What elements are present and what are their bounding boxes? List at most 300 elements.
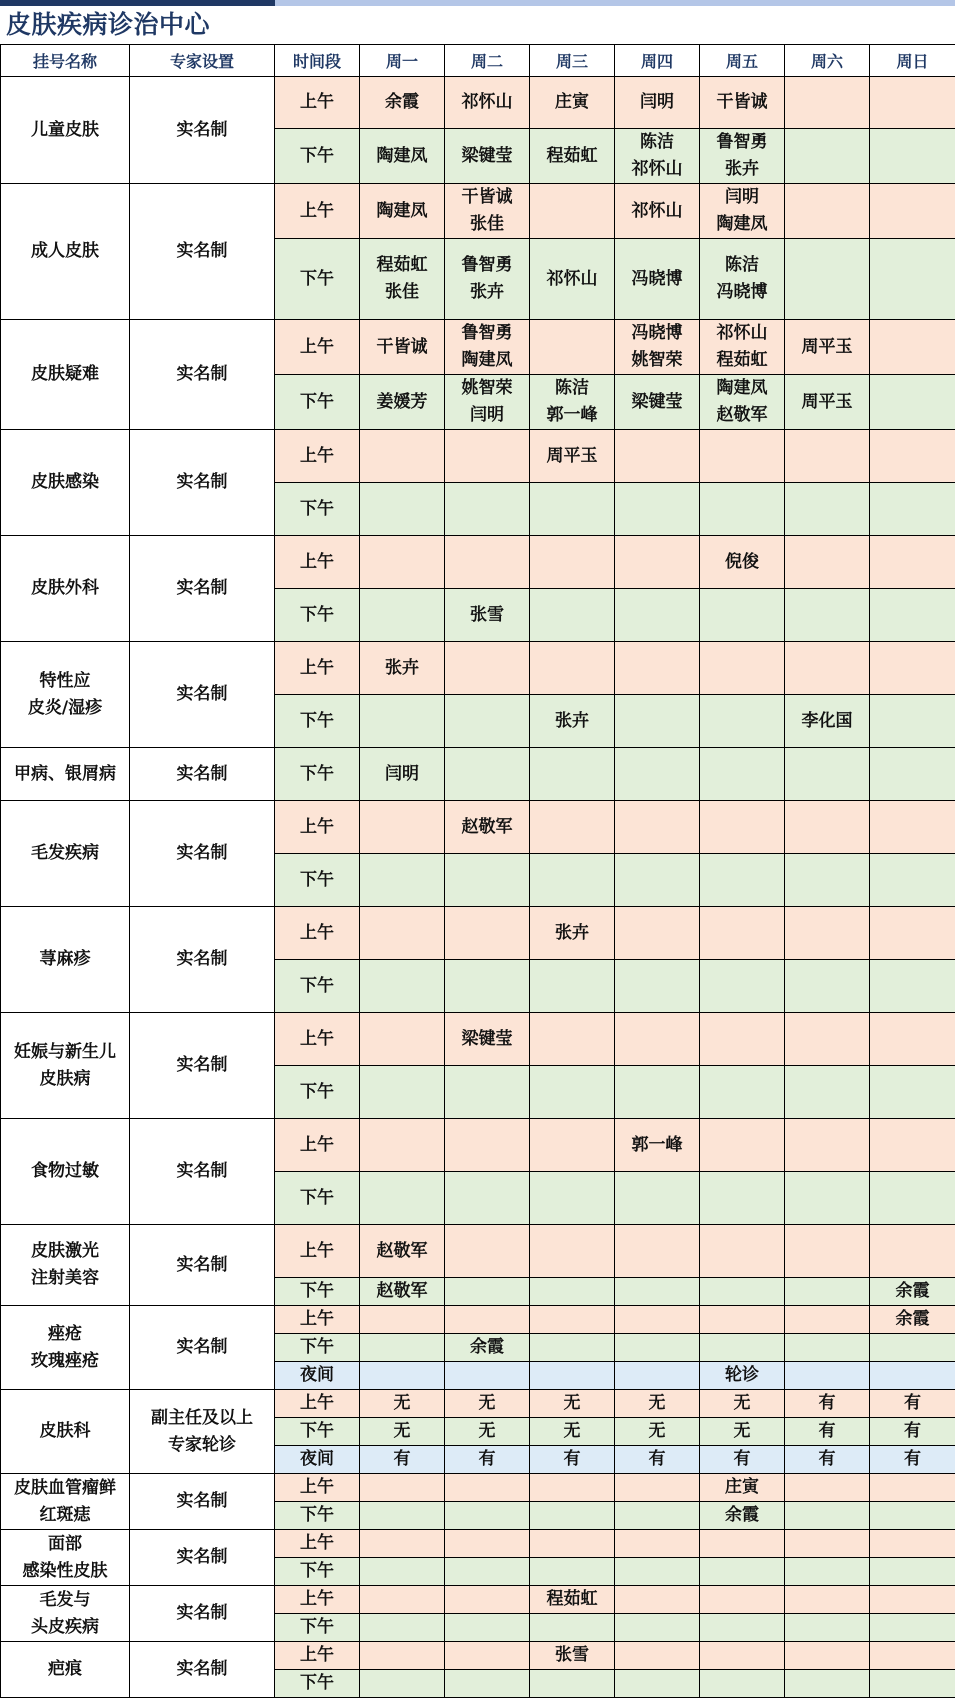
doctor-name: 祁怀山 xyxy=(445,89,529,116)
doctor-cell xyxy=(530,748,615,801)
doctor-cell xyxy=(615,129,700,184)
doctor-cell xyxy=(445,536,530,589)
time-period-cell: 下午 xyxy=(275,375,360,430)
doctor-cell xyxy=(530,695,615,748)
expert-setting-cell xyxy=(130,536,275,642)
doctor-name: 鲁智勇 xyxy=(445,320,529,347)
doctor-cell xyxy=(700,430,785,483)
schedule-row xyxy=(1,1306,955,1334)
doctor-name: 倪俊 xyxy=(700,549,784,576)
doctor-name: 余霞 xyxy=(360,89,444,116)
doctor-cell xyxy=(530,483,615,536)
doctor-name: 周平玉 xyxy=(785,334,869,361)
doctor-name: 赵敬军 xyxy=(360,1238,444,1265)
doctor-cell xyxy=(785,907,870,960)
clinic-name-line: 食物过敏 xyxy=(1,1158,129,1185)
schedule-body xyxy=(1,77,955,1698)
doctor-name: 陈洁 xyxy=(530,375,614,402)
col-header-mon: 周一 xyxy=(360,45,445,77)
expert-setting-line: 实名制 xyxy=(130,946,274,973)
doctor-name: 余霞 xyxy=(870,1306,955,1333)
doctor-cell xyxy=(360,375,445,430)
doctor-cell xyxy=(700,129,785,184)
doctor-cell xyxy=(530,1530,615,1558)
time-period-cell: 下午 xyxy=(275,1558,360,1586)
doctor-cell xyxy=(530,1225,615,1278)
doctor-name: 陶建凤 xyxy=(445,347,529,374)
doctor-cell xyxy=(615,536,700,589)
doctor-name: 有 xyxy=(700,1446,784,1473)
doctor-name: 姚智荣 xyxy=(615,347,699,374)
doctor-cell xyxy=(445,129,530,184)
doctor-cell xyxy=(870,184,955,239)
doctor-name: 庄寅 xyxy=(700,1474,784,1501)
doctor-cell xyxy=(700,642,785,695)
expert-setting-line: 实名制 xyxy=(130,1334,274,1361)
clinic-name-line: 皮肤疑难 xyxy=(1,361,129,388)
doctor-cell xyxy=(445,1418,530,1446)
doctor-name: 鲁智勇 xyxy=(445,252,529,279)
doctor-cell xyxy=(615,1334,700,1362)
doctor-name: 陶建凤 xyxy=(360,198,444,225)
doctor-cell xyxy=(700,748,785,801)
clinic-name-line: 痤疮 xyxy=(1,1321,129,1348)
doctor-cell xyxy=(615,320,700,375)
doctor-cell xyxy=(785,1502,870,1530)
doctor-name: 无 xyxy=(615,1390,699,1417)
time-period-cell: 上午 xyxy=(275,1474,360,1502)
time-period-cell: 下午 xyxy=(275,589,360,642)
doctor-cell xyxy=(870,801,955,854)
doctor-cell xyxy=(445,375,530,430)
time-period-cell: 上午 xyxy=(275,1119,360,1172)
doctor-cell xyxy=(360,1066,445,1119)
schedule-row xyxy=(1,907,955,960)
doctor-name: 张卉 xyxy=(530,920,614,947)
doctor-cell xyxy=(530,77,615,129)
expert-setting-line: 实名制 xyxy=(130,1656,274,1683)
doctor-cell xyxy=(360,854,445,907)
time-period-cell: 上午 xyxy=(275,77,360,129)
doctor-cell xyxy=(445,1670,530,1698)
time-period-cell: 上午 xyxy=(275,430,360,483)
doctor-cell xyxy=(785,1362,870,1390)
doctor-cell xyxy=(530,375,615,430)
doctor-cell xyxy=(445,642,530,695)
time-period-cell: 上午 xyxy=(275,536,360,589)
doctor-cell xyxy=(530,907,615,960)
doctor-cell xyxy=(700,1418,785,1446)
expert-setting-line: 实名制 xyxy=(130,1488,274,1515)
doctor-name: 程茹虹 xyxy=(360,252,444,279)
schedule-row xyxy=(1,1119,955,1172)
doctor-name: 余霞 xyxy=(445,1334,529,1361)
doctor-name: 无 xyxy=(700,1418,784,1445)
doctor-cell xyxy=(870,642,955,695)
clinic-name-line: 皮炎/湿疹 xyxy=(1,695,129,722)
doctor-name: 余霞 xyxy=(870,1278,955,1305)
doctor-cell xyxy=(700,854,785,907)
doctor-cell xyxy=(785,1306,870,1334)
doctor-cell xyxy=(785,1558,870,1586)
clinic-name-cell xyxy=(1,1306,130,1390)
doctor-name: 闫明 xyxy=(615,89,699,116)
doctor-name: 陶建凤 xyxy=(360,143,444,170)
doctor-name: 有 xyxy=(870,1390,955,1417)
clinic-name-line: 疤痕 xyxy=(1,1656,129,1683)
doctor-cell xyxy=(785,1530,870,1558)
doctor-name: 无 xyxy=(530,1390,614,1417)
doctor-cell xyxy=(530,1306,615,1334)
doctor-cell xyxy=(785,695,870,748)
doctor-cell xyxy=(615,589,700,642)
doctor-cell xyxy=(870,1670,955,1698)
doctor-cell xyxy=(530,642,615,695)
time-period-cell: 上午 xyxy=(275,1306,360,1334)
doctor-cell xyxy=(615,1362,700,1390)
doctor-name: 梁键莹 xyxy=(445,1026,529,1053)
doctor-cell xyxy=(870,77,955,129)
top-accent-light xyxy=(275,0,955,6)
doctor-name: 赵敬军 xyxy=(700,402,784,429)
doctor-cell xyxy=(615,854,700,907)
doctor-cell xyxy=(445,1119,530,1172)
doctor-cell xyxy=(870,1172,955,1225)
doctor-cell xyxy=(700,1334,785,1362)
doctor-name: 无 xyxy=(445,1390,529,1417)
schedule-row xyxy=(1,1586,955,1614)
doctor-cell xyxy=(785,1225,870,1278)
doctor-cell xyxy=(360,77,445,129)
col-header-name: 挂号名称 xyxy=(1,45,130,77)
doctor-name: 无 xyxy=(360,1418,444,1445)
page-title: 皮肤疾病诊治中心 xyxy=(6,7,210,43)
doctor-cell xyxy=(360,1530,445,1558)
time-period-cell: 上午 xyxy=(275,184,360,239)
schedule-row xyxy=(1,801,955,854)
doctor-name: 有 xyxy=(785,1418,869,1445)
time-period-cell: 夜间 xyxy=(275,1362,360,1390)
doctor-cell xyxy=(445,1306,530,1334)
doctor-cell xyxy=(360,1306,445,1334)
schedule-row xyxy=(1,1390,955,1418)
expert-setting-line: 副主任及以上 xyxy=(130,1405,274,1432)
clinic-name-cell xyxy=(1,184,130,320)
schedule-row xyxy=(1,320,955,375)
time-period-cell: 上午 xyxy=(275,1642,360,1670)
time-period-cell: 下午 xyxy=(275,1614,360,1642)
doctor-cell xyxy=(360,1390,445,1418)
doctor-name: 庄寅 xyxy=(530,89,614,116)
clinic-name-line: 荨麻疹 xyxy=(1,946,129,973)
expert-setting-line: 实名制 xyxy=(130,1544,274,1571)
col-header-tue: 周二 xyxy=(445,45,530,77)
doctor-name: 周平玉 xyxy=(530,443,614,470)
doctor-cell xyxy=(785,1670,870,1698)
doctor-cell xyxy=(615,1586,700,1614)
expert-setting-cell xyxy=(130,320,275,430)
col-header-sun: 周日 xyxy=(870,45,955,77)
schedule-row xyxy=(1,184,955,239)
doctor-cell xyxy=(445,1558,530,1586)
doctor-cell xyxy=(700,375,785,430)
doctor-cell xyxy=(700,801,785,854)
doctor-cell xyxy=(445,1642,530,1670)
doctor-cell xyxy=(445,854,530,907)
doctor-cell xyxy=(785,642,870,695)
doctor-cell xyxy=(445,320,530,375)
doctor-cell xyxy=(870,375,955,430)
doctor-cell xyxy=(870,748,955,801)
doctor-cell xyxy=(700,1558,785,1586)
doctor-cell xyxy=(615,1278,700,1306)
time-period-cell: 上午 xyxy=(275,801,360,854)
doctor-cell xyxy=(785,1446,870,1474)
doctor-cell xyxy=(360,1502,445,1530)
time-period-cell: 下午 xyxy=(275,1418,360,1446)
expert-setting-line: 实名制 xyxy=(130,1600,274,1627)
doctor-name: 冯晓博 xyxy=(615,320,699,347)
clinic-name-line: 毛发疾病 xyxy=(1,840,129,867)
doctor-cell xyxy=(445,1278,530,1306)
expert-setting-cell xyxy=(130,1390,275,1474)
doctor-cell xyxy=(785,1334,870,1362)
doctor-name: 陈洁 xyxy=(615,129,699,156)
doctor-cell xyxy=(785,375,870,430)
time-period-cell: 上午 xyxy=(275,1013,360,1066)
doctor-name: 有 xyxy=(360,1446,444,1473)
expert-setting-cell xyxy=(130,184,275,320)
expert-setting-line: 实名制 xyxy=(130,761,274,788)
clinic-name-cell xyxy=(1,77,130,184)
doctor-cell xyxy=(445,1225,530,1278)
doctor-cell xyxy=(870,1013,955,1066)
doctor-cell xyxy=(870,1558,955,1586)
doctor-cell xyxy=(700,1390,785,1418)
doctor-name: 程茹虹 xyxy=(530,1586,614,1613)
clinic-name-line: 妊娠与新生儿 xyxy=(1,1039,129,1066)
doctor-cell xyxy=(700,1670,785,1698)
doctor-cell xyxy=(445,589,530,642)
doctor-name: 无 xyxy=(445,1418,529,1445)
time-period-cell: 下午 xyxy=(275,483,360,536)
doctor-name: 陈洁 xyxy=(700,252,784,279)
clinic-name-line: 面部 xyxy=(1,1531,129,1558)
doctor-name: 赵敬军 xyxy=(360,1278,444,1305)
doctor-cell xyxy=(615,1558,700,1586)
doctor-cell xyxy=(785,77,870,129)
clinic-name-line: 皮肤科 xyxy=(1,1418,129,1445)
schedule-row xyxy=(1,748,955,801)
clinic-name-line: 红斑痣 xyxy=(1,1502,129,1529)
doctor-cell xyxy=(785,801,870,854)
doctor-cell xyxy=(700,184,785,239)
doctor-cell xyxy=(360,536,445,589)
doctor-cell xyxy=(785,1013,870,1066)
doctor-cell xyxy=(700,907,785,960)
doctor-cell xyxy=(785,129,870,184)
doctor-cell xyxy=(360,1362,445,1390)
doctor-cell xyxy=(870,1446,955,1474)
doctor-name: 张雪 xyxy=(530,1642,614,1669)
col-header-fri: 周五 xyxy=(700,45,785,77)
doctor-cell xyxy=(360,1225,445,1278)
doctor-name: 张卉 xyxy=(700,156,784,183)
doctor-cell xyxy=(445,1172,530,1225)
doctor-cell xyxy=(360,1278,445,1306)
expert-setting-cell xyxy=(130,1306,275,1390)
doctor-cell xyxy=(870,430,955,483)
doctor-cell xyxy=(530,129,615,184)
doctor-cell xyxy=(360,430,445,483)
doctor-cell xyxy=(360,907,445,960)
expert-setting-cell xyxy=(130,1225,275,1306)
doctor-name: 张卉 xyxy=(445,279,529,306)
doctor-name: 有 xyxy=(445,1446,529,1473)
doctor-cell xyxy=(870,536,955,589)
time-period-cell: 下午 xyxy=(275,854,360,907)
doctor-cell xyxy=(700,320,785,375)
doctor-cell xyxy=(870,1530,955,1558)
doctor-cell xyxy=(445,430,530,483)
clinic-name-cell xyxy=(1,907,130,1013)
clinic-name-cell xyxy=(1,320,130,430)
doctor-cell xyxy=(615,1642,700,1670)
clinic-name-cell xyxy=(1,801,130,907)
doctor-name: 梁键莹 xyxy=(615,389,699,416)
doctor-cell xyxy=(700,1013,785,1066)
doctor-name: 干皆诚 xyxy=(360,334,444,361)
clinic-name-line: 注射美容 xyxy=(1,1265,129,1292)
doctor-cell xyxy=(700,1614,785,1642)
clinic-name-cell xyxy=(1,1642,130,1698)
doctor-name: 张佳 xyxy=(445,211,529,238)
clinic-name-cell xyxy=(1,430,130,536)
doctor-cell xyxy=(530,1558,615,1586)
doctor-name: 李化国 xyxy=(785,708,869,735)
doctor-cell xyxy=(700,1502,785,1530)
expert-setting-line: 实名制 xyxy=(130,681,274,708)
doctor-cell xyxy=(615,1530,700,1558)
doctor-cell xyxy=(530,801,615,854)
schedule-row xyxy=(1,642,955,695)
doctor-cell xyxy=(870,483,955,536)
schedule-row xyxy=(1,77,955,129)
clinic-name-line: 皮肤血管瘤鲜 xyxy=(1,1475,129,1502)
schedule-row xyxy=(1,536,955,589)
expert-setting-cell xyxy=(130,1530,275,1586)
time-period-cell: 下午 xyxy=(275,960,360,1013)
doctor-cell xyxy=(445,1390,530,1418)
clinic-name-line: 毛发与 xyxy=(1,1587,129,1614)
doctor-cell xyxy=(870,960,955,1013)
doctor-cell xyxy=(615,1614,700,1642)
doctor-cell xyxy=(785,239,870,320)
doctor-cell xyxy=(445,1502,530,1530)
doctor-cell xyxy=(785,1119,870,1172)
time-period-cell: 上午 xyxy=(275,1390,360,1418)
doctor-cell xyxy=(360,748,445,801)
doctor-cell xyxy=(530,1614,615,1642)
doctor-name: 陶建凤 xyxy=(700,211,784,238)
doctor-cell xyxy=(785,1066,870,1119)
doctor-name: 闫明 xyxy=(700,184,784,211)
doctor-name: 冯晓博 xyxy=(700,279,784,306)
doctor-name: 有 xyxy=(785,1446,869,1473)
doctor-cell xyxy=(530,589,615,642)
doctor-name: 有 xyxy=(870,1418,955,1445)
doctor-cell xyxy=(870,320,955,375)
doctor-name: 鲁智勇 xyxy=(700,129,784,156)
doctor-cell xyxy=(870,1614,955,1642)
time-period-cell: 上午 xyxy=(275,907,360,960)
clinic-name-line: 甲病、银屑病 xyxy=(1,761,129,788)
doctor-cell xyxy=(615,1306,700,1334)
doctor-cell xyxy=(445,695,530,748)
expert-setting-line: 实名制 xyxy=(130,361,274,388)
doctor-cell xyxy=(615,1225,700,1278)
doctor-cell xyxy=(785,748,870,801)
doctor-cell xyxy=(360,1642,445,1670)
doctor-cell xyxy=(870,1362,955,1390)
doctor-cell xyxy=(700,960,785,1013)
doctor-cell xyxy=(700,1446,785,1474)
doctor-cell xyxy=(530,1670,615,1698)
doctor-cell xyxy=(530,960,615,1013)
doctor-cell xyxy=(615,1013,700,1066)
doctor-name: 周平玉 xyxy=(785,389,869,416)
doctor-cell xyxy=(360,1172,445,1225)
doctor-name: 干皆诚 xyxy=(700,89,784,116)
doctor-cell xyxy=(700,1066,785,1119)
doctor-cell xyxy=(530,536,615,589)
doctor-cell xyxy=(615,375,700,430)
doctor-cell xyxy=(785,589,870,642)
doctor-cell xyxy=(615,77,700,129)
doctor-name: 轮诊 xyxy=(700,1362,784,1389)
doctor-cell xyxy=(870,1390,955,1418)
doctor-cell xyxy=(445,483,530,536)
doctor-cell xyxy=(615,748,700,801)
time-period-cell: 下午 xyxy=(275,1278,360,1306)
clinic-name-line: 头皮疾病 xyxy=(1,1614,129,1641)
doctor-name: 冯晓博 xyxy=(615,266,699,293)
doctor-cell xyxy=(530,854,615,907)
schedule-row xyxy=(1,1225,955,1278)
expert-setting-cell xyxy=(130,1642,275,1698)
doctor-cell xyxy=(700,1172,785,1225)
doctor-cell xyxy=(785,1474,870,1502)
doctor-name: 有 xyxy=(870,1446,955,1473)
doctor-name: 张卉 xyxy=(360,655,444,682)
doctor-cell xyxy=(870,1502,955,1530)
expert-setting-line: 实名制 xyxy=(130,469,274,496)
doctor-name: 无 xyxy=(615,1418,699,1445)
time-period-cell: 下午 xyxy=(275,1334,360,1362)
doctor-cell xyxy=(785,854,870,907)
doctor-cell xyxy=(360,239,445,320)
doctor-cell xyxy=(445,1013,530,1066)
doctor-cell xyxy=(870,1586,955,1614)
doctor-cell xyxy=(445,239,530,320)
doctor-name: 闫明 xyxy=(360,761,444,788)
clinic-name-cell xyxy=(1,1225,130,1306)
doctor-cell xyxy=(530,1334,615,1362)
doctor-cell xyxy=(700,1119,785,1172)
clinic-name-line: 皮肤外科 xyxy=(1,575,129,602)
doctor-cell xyxy=(360,1334,445,1362)
doctor-cell xyxy=(445,1066,530,1119)
